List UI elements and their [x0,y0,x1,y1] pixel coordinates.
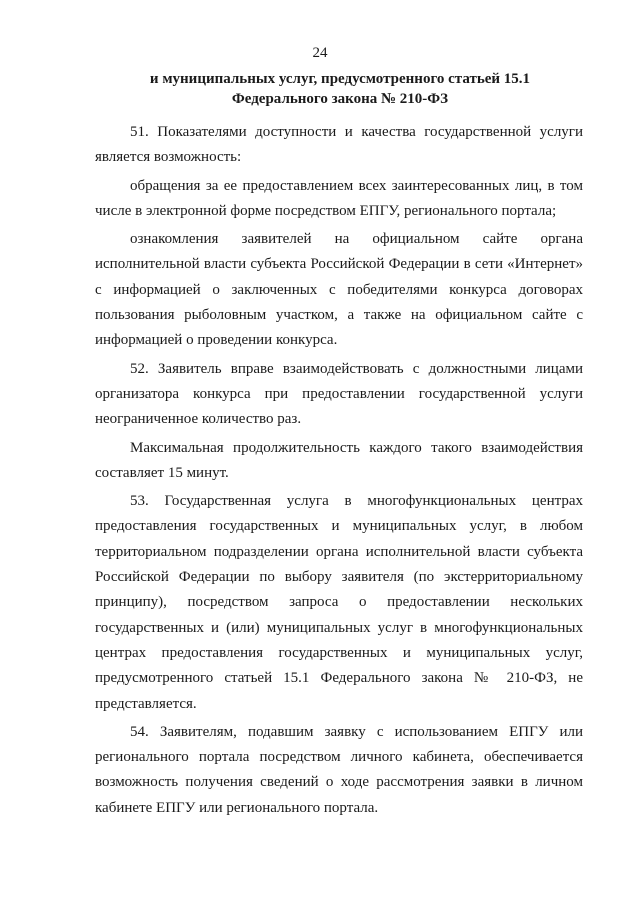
document-body [95,120,583,824]
page-number: 24 [312,45,328,61]
section-heading [95,69,585,109]
paragraph-52: 52. Заявитель вправе взаимодействовать с должностными лицами организатора конкурса при предоставлении государственной услуги неограниченное количество раз. [95,360,583,428]
paragraph-54: 54. Заявителям, подавшим заявку с использованием ЕПГУ или регионального портала посредством личного кабинета, обеспечивается возможность получения сведений о ходе рассмотрения заявки в личном кабинете ЕПГУ или регионального портала. [95,723,583,816]
heading-line-1: и муниципальных услуг, предусмотренного статьей 15.1 [149,71,531,87]
paragraph-53: 53. Государственная услуга в многофункциональных центрах предоставления государственных и муниципальных услуг, в любом территориальном подразделении органа исполнительной власти субъекта Российской Федерации по выбору заявителя (по экстерриториальному принципу), посредством запроса о предоставлении нескольких государственных и (или) муниципальных услуг в многофункциональных центрах предоставления государственных и муниципальных услуг, предусмотренного статьей 15.1 Федерального закона № 210-ФЗ, не представляется. [95,493,583,712]
paragraph-51-item-2: ознакомления заявителей на официальном сайте органа исполнительной власти субъекта Российской Федерации в сети «Интернет» с информацией о заключенных с победителями конкурса договорах пользования рыболовным участком, а также на официальном сайте с информацией о проведении конкурса. [95,231,583,349]
heading-line-2: Федерального закона № 210-ФЗ [231,91,449,107]
paragraph-51-item-1: обращения за ее предоставлением всех заинтересованных лиц, в том числе в электронной форме посредством ЕПГУ, регионального портала; [95,177,583,219]
paragraph-51: 51. Показателями доступности и качества государственной услуги является возможность: [95,124,583,166]
paragraph-52-duration: Максимальная продолжительность каждого такого взаимодействия составляет 15 минут. [95,439,583,481]
